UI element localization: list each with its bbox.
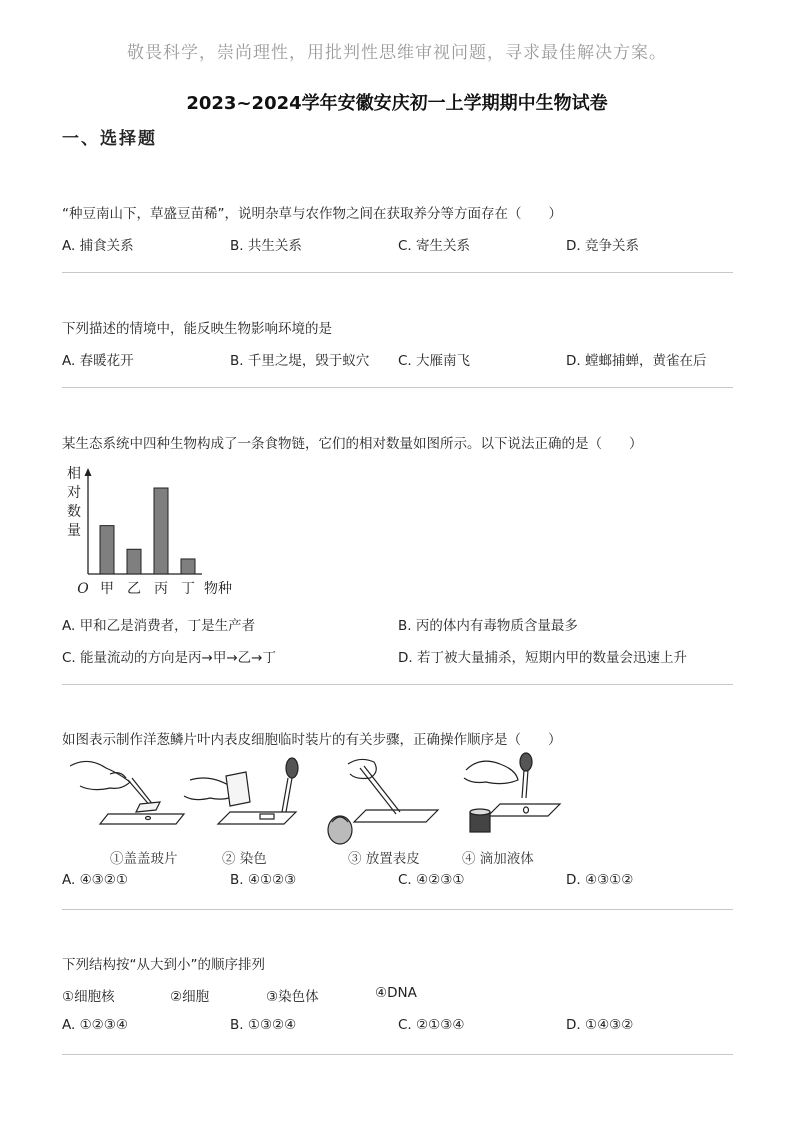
cover-slip-step-illustration [70,761,184,824]
question-5-option-d[interactable]: D. ①④③② [566,1017,634,1033]
question-4-option-b[interactable]: B. ④①②③ [230,872,297,888]
question-1-stem: “种豆南山下，草盛豆苗稀”，说明杂草与农作物之间在获取养分等方面存在（ ） [62,206,562,222]
question-4-stem: 如图表示制作洋葱鳞片叶内表皮细胞临时装片的有关步骤，正确操作顺序是（ ） [62,732,562,748]
section-heading: 一、选择题 [62,129,157,149]
question-5-option-a[interactable]: A. ①②③④ [62,1017,128,1033]
origin-label: O [77,581,89,597]
step-caption-3: ③ 放置表皮 [348,851,420,867]
question-3-option-d[interactable]: D. 若丁被大量捕杀，短期内甲的数量会迅速上升 [398,650,687,666]
question-3-stem: 某生态系统中四种生物构成了一条食物链，它们的相对数量如图所示。以下说法正确的是（ ） [62,436,643,452]
x-tick-label: 丁 [181,581,195,597]
question-3-option-b[interactable]: B. 丙的体内有毒物质含量最多 [398,618,578,634]
question-4-option-a[interactable]: A. ④③②① [62,872,128,888]
divider [62,387,733,388]
x-tick-label: 甲 [100,581,114,597]
y-axis-arrow-icon [85,468,92,476]
question-1-option-c[interactable]: C. 寄生关系 [398,238,471,254]
question-1-option-a[interactable]: A. 捕食关系 [62,238,134,254]
x-axis-label: 物种 [204,581,232,597]
question-3-option-c[interactable]: C. 能量流动的方向是丙→甲→乙→丁 [62,650,276,666]
divider [62,1054,733,1055]
x-tick-label: 丙 [154,581,168,597]
divider [62,272,733,273]
species-bar-chart [62,462,252,602]
place-epidermis-step-illustration [328,759,438,844]
question-5-stem: 下列结构按“从大到小”的顺序排列 [62,957,265,973]
page-title: 2023~2024学年安徽安庆初一上学期期中生物试卷 [186,93,608,114]
y-axis-label-char: 对 [67,485,81,501]
y-axis-label-char: 相 [67,466,81,482]
question-1-option-d[interactable]: D. 竞争关系 [566,238,639,254]
question-5-option-c[interactable]: C. ②①③④ [398,1017,465,1033]
question-5-item-2: ②细胞 [170,989,210,1005]
divider [62,909,733,910]
question-5-option-b[interactable]: B. ①③②④ [230,1017,297,1033]
staining-step-illustration [184,758,298,824]
question-5-item-4: ④DNA [375,985,417,1001]
y-axis-label-char: 量 [67,523,81,539]
bar-甲 [100,526,114,574]
question-4-option-d[interactable]: D. ④③①② [566,872,634,888]
slide-steps-illustration [70,752,570,847]
add-liquid-step-illustration [464,753,560,832]
question-5-item-3: ③染色体 [266,989,319,1005]
question-1-option-b[interactable]: B. 共生关系 [230,238,302,254]
question-2-option-d[interactable]: D. 螳螂捕蝉，黄雀在后 [566,353,707,369]
question-2-option-c[interactable]: C. 大雁南飞 [398,353,471,369]
bar-丁 [181,559,195,574]
question-3-option-a[interactable]: A. 甲和乙是消费者，丁是生产者 [62,618,256,634]
step-caption-4: ④ 滴加液体 [462,851,534,867]
question-4-option-c[interactable]: C. ④②③① [398,872,465,888]
step-caption-2: ② 染色 [222,851,267,867]
divider [62,684,733,685]
bar-丙 [154,488,168,574]
question-2-option-b[interactable]: B. 千里之堤，毁于蚁穴 [230,353,370,369]
question-5-item-1: ①细胞核 [62,989,115,1005]
y-axis-label-char: 数 [67,504,81,520]
question-2-stem: 下列描述的情境中，能反映生物影响环境的是 [62,321,332,337]
bar-group [100,488,195,597]
bar-乙 [127,549,141,574]
step-caption-1: ①盖盖玻片 [110,851,178,867]
x-tick-label: 乙 [127,581,141,597]
header-motto: 敬畏科学，崇尚理性，用批判性思维审视问题，寻求最佳解决方案。 [127,43,667,63]
question-2-option-a[interactable]: A. 春暖花开 [62,353,134,369]
